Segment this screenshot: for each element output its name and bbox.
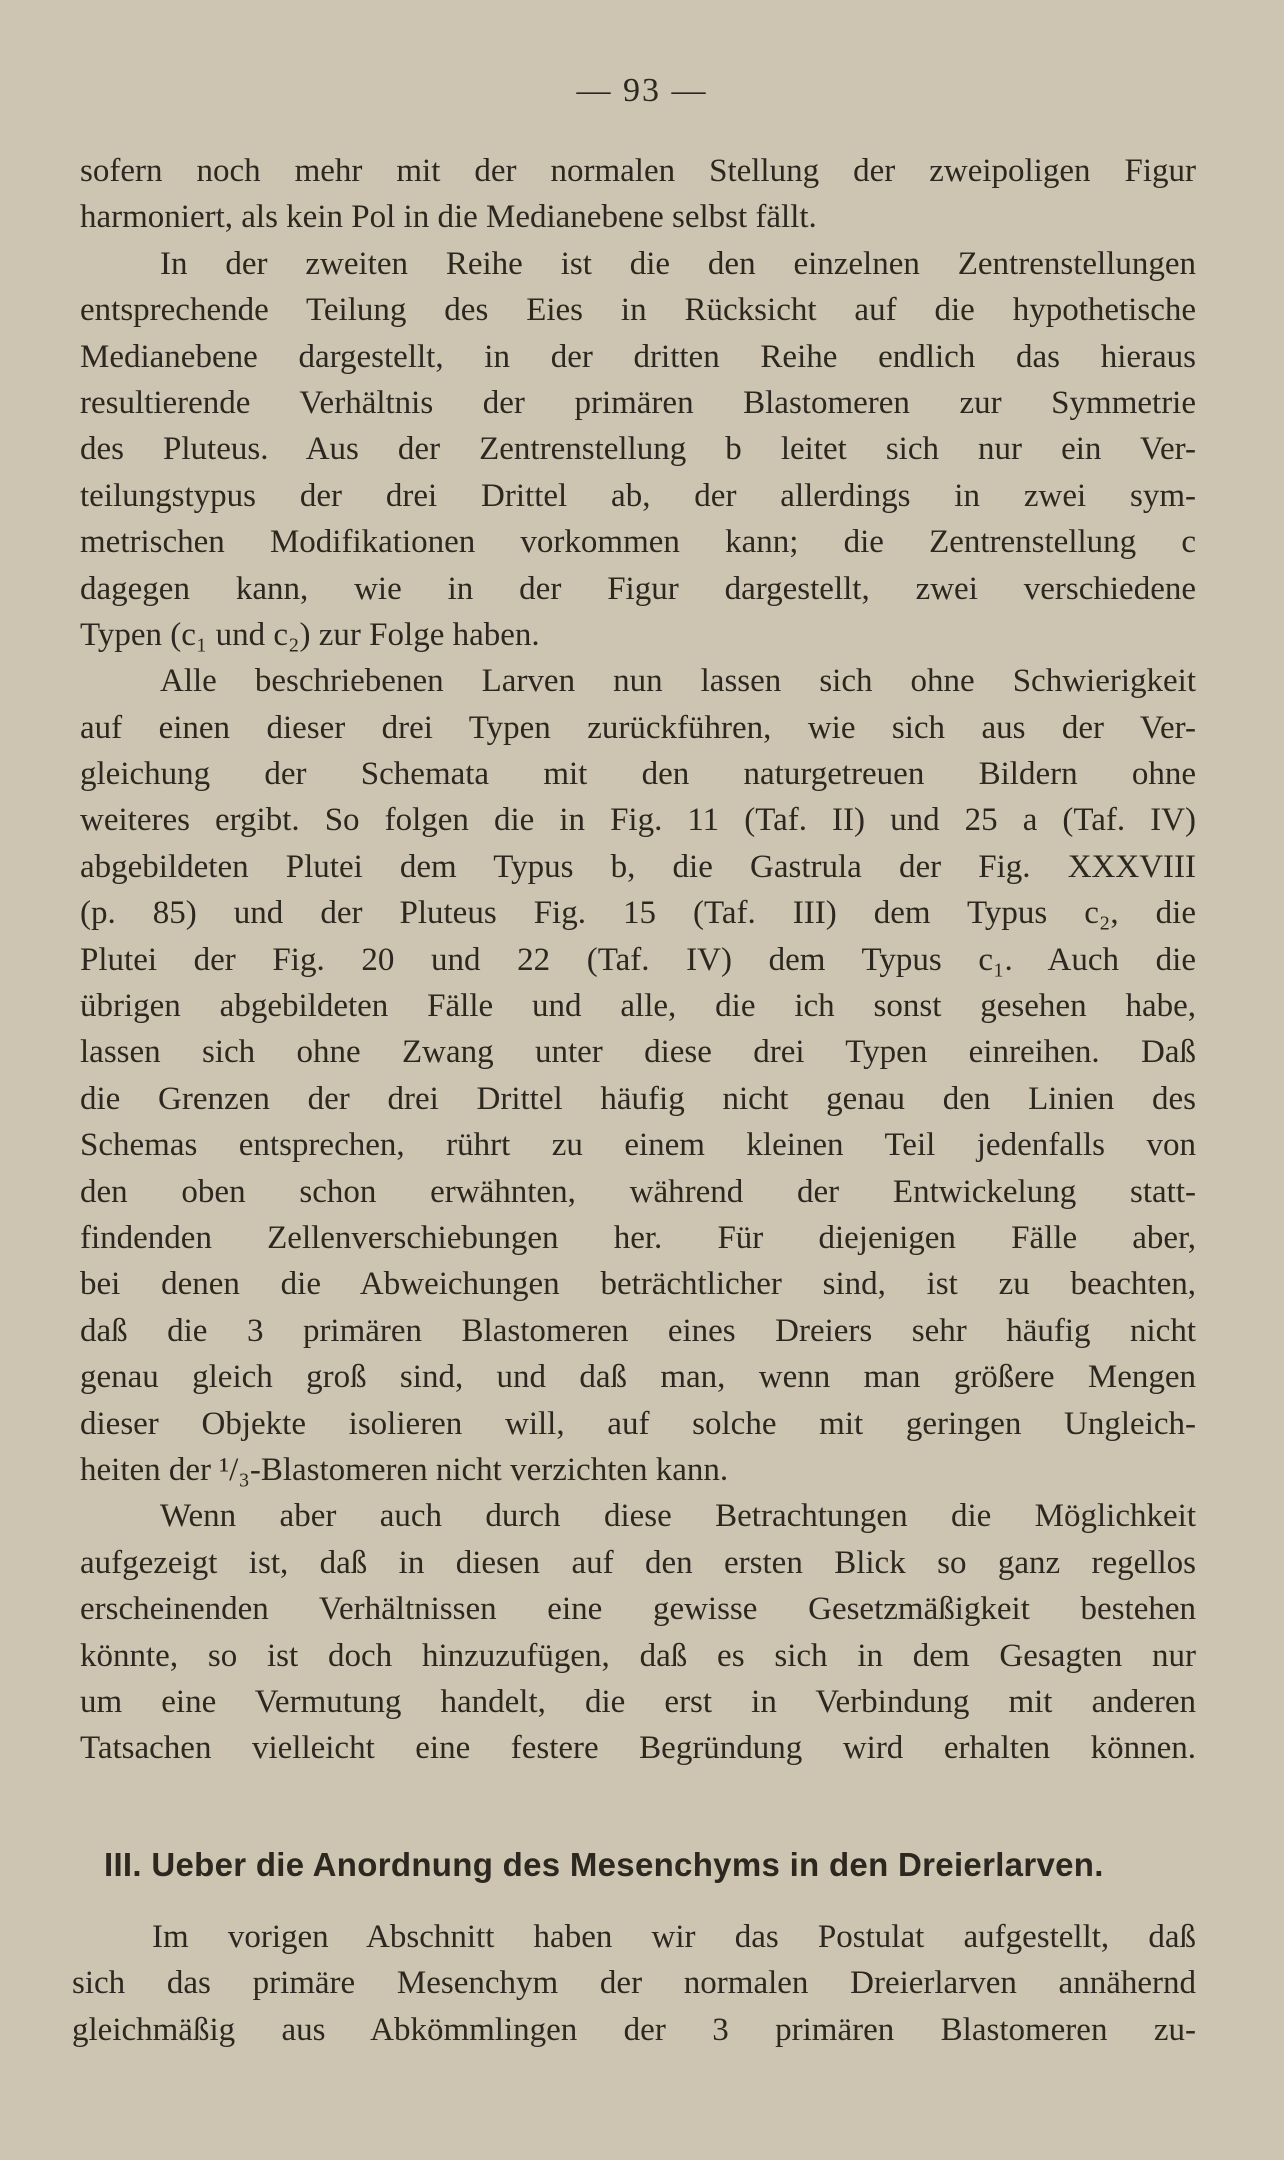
text-line: heiten der ¹/₃-Blastomeren nicht verzichten kann. [80, 1451, 729, 1488]
page-number: — 93 — [576, 72, 708, 109]
section-heading: III. Ueber die Anordnung des Mesenchyms in den Dreierlarven. [104, 1846, 1104, 1883]
text-line: gleichung der Schemata mit den naturgetreuen Bildern ohne [80, 756, 1196, 793]
text-line: Schemas entsprechen, rührt zu einem kleinen Teil jedenfalls von [80, 1127, 1196, 1164]
text-line: teilungstypus der drei Drittel ab, der allerdings in zwei sym- [80, 477, 1196, 514]
text-line: übrigen abgebildeten Fälle und alle, die ich sonst gesehen habe, [80, 988, 1196, 1025]
text-line: genau gleich groß sind, und daß man, wenn man größere Mengen [80, 1359, 1196, 1396]
text-line: sofern noch mehr mit der normalen Stellung der zweipoligen Figur [80, 153, 1196, 189]
text-line: lassen sich ohne Zwang unter diese drei Typen einreihen. Daß [80, 1034, 1196, 1071]
text-line: entsprechende Teilung des Eies in Rücksicht auf die hypothetische [80, 292, 1196, 329]
text-line: Im vorigen Abschnitt haben wir das Postulat aufgestellt, daß [152, 1919, 1196, 1955]
text-line: die Grenzen der drei Drittel häufig nicht genau den Linien des [80, 1080, 1196, 1117]
text-line: Wenn aber auch durch diese Betrachtungen die Möglichkeit [160, 1498, 1196, 1535]
text-line: bei denen die Abweichungen beträchtlicher sind, ist zu beachten, [80, 1266, 1196, 1303]
text-line: metrischen Modifikationen vorkommen kann; die Zentrenstellung c [80, 524, 1196, 561]
text-line: gleichmäßig aus Abkömmlingen der 3 primären Blastomeren zu- [72, 2011, 1196, 2048]
text-line: Tatsachen vielleicht eine festere Begründung wird erhalten können. [80, 1730, 1196, 1767]
text-line: daß die 3 primären Blastomeren eines Dreiers sehr häufig nicht [80, 1312, 1196, 1349]
text-line: findenden Zellenverschiebungen her. Für diejenigen Fälle aber, [80, 1219, 1196, 1256]
text-line: könnte, so ist doch hinzuzufügen, daß es sich in dem Gesagten nur [80, 1637, 1196, 1674]
text-line: um eine Vermutung handelt, die erst in Verbindung mit anderen [80, 1683, 1196, 1720]
section-body-text [72, 1914, 1196, 2053]
text-line: dagegen kann, wie in der Figur dargestellt, zwei verschiedene [80, 570, 1196, 607]
text-line: Alle beschriebenen Larven nun lassen sich ohne Schwierigkeit [160, 663, 1196, 700]
text-line: dieser Objekte isolieren will, auf solche mit geringen Ungleich- [80, 1405, 1196, 1442]
body-text [80, 148, 1196, 1772]
text-line: harmoniert, als kein Pol in die Medianebene selbst fällt. [80, 199, 817, 236]
text-line: Medianebene dargestellt, in der dritten Reihe endlich das hieraus [80, 338, 1196, 375]
text-line: sich das primäre Mesenchym der normalen Dreierlarven annähernd [72, 1965, 1196, 2002]
text-line: Plutei der Fig. 20 und 22 (Taf. IV) dem Typus c₁. Auch die [80, 941, 1196, 978]
text-line: abgebildeten Plutei dem Typus b, die Gastrula der Fig. XXXVIII [80, 848, 1196, 885]
text-line: Typen (c₁ und c₂) zur Folge haben. [80, 616, 540, 653]
text-line: (p. 85) und der Pluteus Fig. 15 (Taf. III) dem Typus c₂, die [80, 895, 1196, 932]
text-line: weiteres ergibt. So folgen die in Fig. 11 (Taf. II) und 25 a (Taf. IV) [80, 802, 1196, 839]
text-line: auf einen dieser drei Typen zurückführen, wie sich aus der Ver- [80, 709, 1196, 746]
text-line: aufgezeigt ist, daß in diesen auf den ersten Blick so ganz regellos [80, 1544, 1196, 1581]
text-line: In der zweiten Reihe ist die den einzelnen Zentrenstellungen [160, 245, 1196, 282]
text-line: den oben schon erwähnten, während der Entwickelung statt- [80, 1173, 1196, 1210]
text-line: resultierende Verhältnis der primären Blastomeren zur Symmetrie [80, 384, 1196, 421]
text-line: des Pluteus. Aus der Zentrenstellung b leitet sich nur ein Ver- [80, 431, 1196, 468]
text-line: erscheinenden Verhältnissen eine gewisse Gesetzmäßigkeit bestehen [80, 1591, 1196, 1628]
